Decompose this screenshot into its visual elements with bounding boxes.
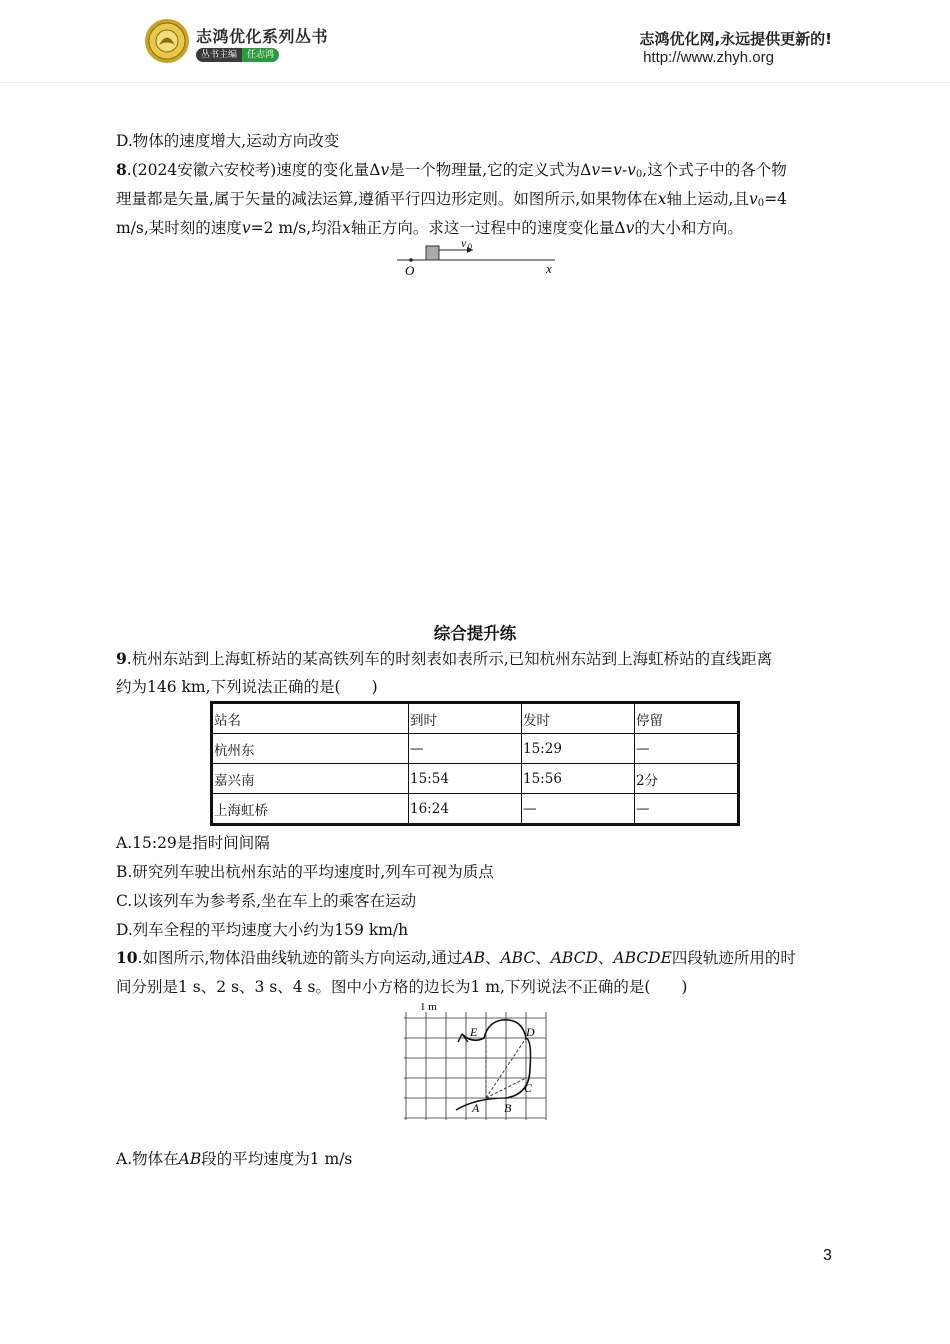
q9-option-d: D.列车全程的平均速度大小约为159 km/h [116,921,409,939]
brand-title: 志鸿优化系列丛书 [196,27,329,46]
point-e-label: E [470,1025,478,1039]
object-block [426,246,439,260]
header-slogan: 志鸿优化网,永远提供更新的! [639,30,832,48]
chief-editor-name: 任志鸿 [242,48,279,62]
q7-option-d: D.物体的速度增大,运动方向改变 [116,132,340,150]
table-cell: — [635,734,739,764]
brand-subtitle [196,48,279,62]
q10-line-1: 10.如图所示,物体沿曲线轨迹的箭头方向运动,通过AB、ABC、ABCD、ABCDE四段轨迹所用的时 [116,948,796,967]
header-url: http://www.zhyh.org [643,49,774,66]
table-cell: — [522,794,635,825]
table-row [212,794,739,825]
section-title: 综合提升练 [433,624,517,643]
origin-dot [409,258,413,262]
table-cell: 嘉兴南 [212,764,409,794]
q9-number: 9 [116,649,127,668]
table-header-row [212,703,739,734]
publisher-logo-icon [144,18,190,64]
point-b-label: B [504,1101,512,1115]
velocity-label-sub: 0 [468,242,472,251]
table-cell: 16:24 [409,794,522,825]
q8-line-3: m/s,某时刻的速度v=2 m/s,均沿x轴正方向。求这一过程中的速度变化量Δv的大小和方向。 [116,219,743,237]
q10-number: 10 [116,948,138,967]
q8-line-1: 8.(2024安徽六安校考)速度的变化量Δv是一个物理量,它的定义式为$\Delta v=v-v_0$,这个式子中的各个物 [116,160,787,180]
table-header-cell: 停留 [635,703,739,734]
page-header [0,0,950,80]
q9-option-c: C.以该列车为参考系,坐在车上的乘客在运动 [116,892,417,910]
table-header-cell: 到时 [409,703,522,734]
table-cell: — [409,734,522,764]
table-cell: 15:54 [409,764,522,794]
chief-editor-label: 丛书主编 [196,48,242,62]
velocity-label: v [461,236,467,250]
timetable [210,701,740,826]
q8-line-2: 理量都是矢量,属于矢量的减法运算,遵循平行四边形定则。如图所示,如果物体在x轴上运动,且$v_0=4$ [116,190,787,209]
origin-label: O [405,263,415,278]
q10-line-2: 间分别是1 s、2 s、3 s、4 s。图中小方格的边长为1 m,下列说法不正确的是( ) [116,978,688,996]
table-cell: 上海虹桥 [212,794,409,825]
table-cell: 15:29 [522,734,635,764]
point-d-label: D [526,1025,535,1039]
table-cell: 2分 [635,764,739,794]
table-header-cell: 发时 [522,703,635,734]
table-cell: 杭州东 [212,734,409,764]
q8-number: 8 [116,160,127,179]
header-divider [0,82,950,83]
trajectory-curve [456,1020,531,1110]
axis-x-label: x [546,261,552,276]
q8-figure [395,236,565,280]
point-a-label: A [472,1101,480,1115]
table-row [212,734,739,764]
scale-label: 1 m [420,1001,437,1013]
q9-line-2: 约为146 km,下列说法正确的是( ) [116,678,378,696]
q10-option-a: A.物体在AB段的平均速度为1 m/s [116,1150,353,1168]
table-row [212,764,739,794]
q9-line-1: 9.杭州东站到上海虹桥站的某高铁列车的时刻表如表所示,已知杭州东站到上海虹桥站的直线距离 [116,649,773,668]
q9-option-a: A.15:29是指时间间隔 [116,834,270,852]
table-cell: — [635,794,739,825]
table-cell: 15:56 [522,764,635,794]
q10-trajectory-figure [398,998,550,1122]
q9-option-b: B.研究列车驶出杭州东站的平均速度时,列车可视为质点 [116,863,494,881]
page-number: 3 [823,1247,832,1264]
table-header-cell: 站名 [212,703,409,734]
point-c-label: C [524,1081,533,1095]
